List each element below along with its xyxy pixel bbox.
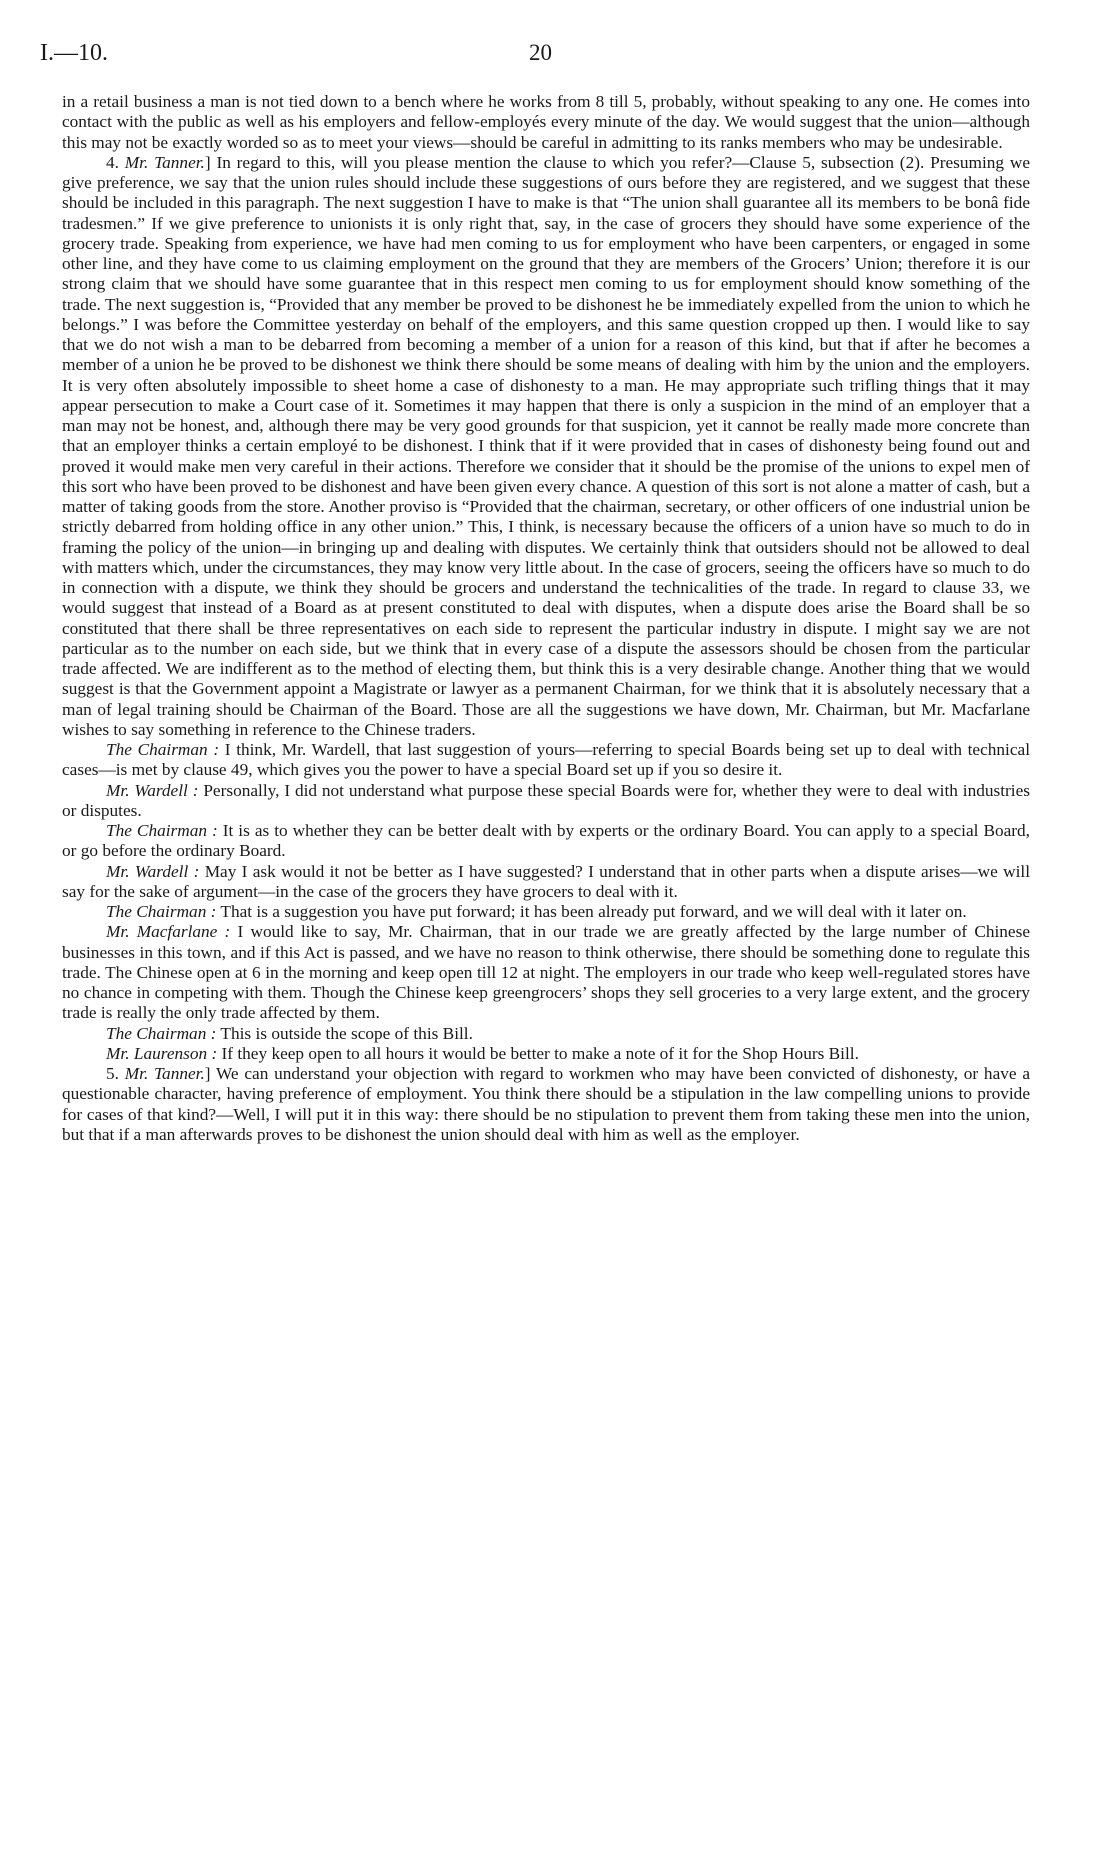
paragraph	[62, 781, 1030, 822]
speaker-name: Mr. Laurenson :	[106, 1043, 218, 1063]
paragraph	[62, 1044, 1030, 1064]
paragraph	[62, 740, 1030, 781]
paragraph-text: That is a suggestion you have put forward; it has been already put forward, and we will deal with it later on.	[216, 902, 967, 921]
paragraph	[62, 1064, 1030, 1145]
paragraph-text: May I ask would it not be better as I have suggested? I understand that in other parts when a dispute arises—we will say for the sake of argument—in the case of the grocers they have grocers to deal with it.	[62, 861, 1031, 901]
paragraph	[62, 862, 1030, 903]
paragraph	[62, 922, 1030, 1023]
paragraph-text: It is as to whether they can be better dealt with by experts or the ordinary Board. You can apply to a special Board, or go before the ordinary Board.	[62, 821, 1030, 861]
page-number: 20	[529, 40, 552, 65]
question-number: 5.	[106, 1064, 125, 1083]
paragraph	[62, 1024, 1030, 1044]
paragraph	[62, 902, 1030, 922]
speaker-name: Mr. Wardell :	[106, 780, 199, 800]
speaker-name: The Chairman :	[106, 902, 217, 921]
speaker-name: Mr. Wardell :	[106, 861, 200, 881]
speaker-name: Mr. Tanner.	[124, 1064, 205, 1083]
paragraph-text: ] In regard to this, will you please mention the clause to which you refer?—Clause 5, subsection (2). Presuming we give preference, we say that the union rules should include these suggestions of ours before they are registered, and we suggest that these should be included in this paragraph. The next suggestion I have to make is that “The union shall guarantee all its members to be bonâ fide tradesmen.” If we give preference to unionists it is only right that, say, in the case of grocers they should have some experience of the grocery trade. Speaking from experience, we have had men coming to us for employment who have been carpenters, or engaged in some other line, and they have come to us claiming employment on the ground that they are members of the Grocers’ Union; therefore it is our strong claim that we should have some guarantee that in this respect men coming to us for employment should know something of the trade. The next suggestion is, “Provided that any member be proved to be dishonest he be immediately expelled from the union to which he belongs.” I was before the Committee yesterday on behalf of the employers, and this same question cropped up then. I would like to say that we do not wish a man to be debarred from becoming a member of a union for a reason of this kind, but that if after he becomes a member of a union he be proved to be dishonest we think there should be some means of dealing with him by the union and the employers. It is very often absolutely impossible to sheet home a case of dishonesty to a man. He may appropriate such trifling things that it may appear persecution to make a Court case of it. Sometimes it may happen that there is only a suspicion in the mind of an employer that a man may not be honest, and, although there may be very good grounds for that suspicion, yet it cannot be really made more concrete than that an employer thinks a certain employé to be dishonest. I think that if it were provided that in cases of dishonesty being found out and proved it would make men very careful in their actions. Therefore we consider that it should be the promise of the unions to expel men of this sort who have been proved to be dishonest and have been given every chance. A question of this sort is not alone a matter of cash, but a matter of taking goods from the store. Another proviso is “Provided that the chairman, secretary, or other officers of one industrial union be strictly debarred from holding office in any other union.” This, I think, is necessary because the officers of a union have so much to do in framing the policy of the union—in bringing up and dealing with disputes. We certainly think that outsiders should not be allowed to deal with matters which, under the circumstances, they may know very little about. In the case of grocers, seeing the officers have so much to do in connection with a dispute, we think they should be grocers and understand the technicalities of the trade. In regard to clause 33, we would suggest that instead of a Board as at present constituted to deal with disputes, when a dispute does arise the Board shall be so constituted that there shall be three representatives on each side to represent the particular industry in dispute. I might say we are not particular as to the number on each side, but we think that in every case of a dispute the assessors should be chosen from the particular trade affected. We are indifferent as to the method of electing them, but think this is a very desirable change. Another thing that we would suggest is that the Government appoint a Magistrate or lawyer as a permanent Chairman, for we think that it is absolutely necessary that a man of legal training should be Chairman of the Board. Those are all the suggestions we have down, Mr. Chairman, but Mr. Macfarlane wishes to say something in reference to the Chinese traders.	[62, 152, 1030, 739]
paragraph	[62, 153, 1030, 740]
paragraph-text: If they keep open to all hours it would be better to make a note of it for the Shop Hours Bill.	[217, 1043, 859, 1063]
paragraph-text: I think, Mr. Wardell, that last suggestion of yours—referring to special Boards being set up to deal with technical cases—is met by clause 49, which gives you the power to have a special Board set up if you so desire it.	[62, 740, 1030, 780]
paragraph	[62, 821, 1030, 862]
speaker-name: The Chairman :	[106, 740, 220, 759]
question-number: 4.	[106, 152, 125, 172]
paragraph-text: I would like to say, Mr. Chairman, that in our trade we are greatly affected by the large number of Chinese businesses in this town, and if this Act is passed, and we have no reason to think otherwise, there should be something done to regulate this trade. The Chinese open at 6 in the morning and keep open till 12 at night. The employers in our trade who keep well-regulated stores have no chance in competing with them. Though the Chinese keep greengrocers’ shops they sell groceries to a very large extent, and the grocery trade is really the only trade affected by them.	[62, 922, 1030, 1023]
paragraph-text: Personally, I did not understand what purpose these special Boards were for, whether they were to deal with industries or disputes.	[62, 780, 1030, 820]
speaker-name: Mr. Macfarlane :	[106, 922, 231, 942]
paragraph-text: This is outside the scope of this Bill.	[216, 1023, 473, 1043]
speaker-name: The Chairman :	[106, 1023, 217, 1043]
speaker-name: Mr. Tanner.	[124, 152, 205, 172]
section-reference: I.—10.	[40, 40, 108, 66]
speaker-name: The Chairman :	[106, 821, 218, 840]
paragraph	[62, 92, 1030, 153]
paragraph-text: ] We can understand your objection with regard to workmen who may have been convicted of dishonesty, or have a questionable character, having preference of employment. You think there should be a stipulation in the law compelling unions to provide for cases of that kind?—Well, I will put it in this way: there should be no stipulation to prevent them from taking these men into the union, but that if a man afterwards proves to be dishonest the union should deal with him as well as the employer.	[62, 1064, 1030, 1144]
paragraph-text: in a retail business a man is not tied down to a bench where he works from 8 till 5, probably, without speaking to any one. He comes into contact with the public as well as his employers and fellow-employés every minute of the day. We would suggest that the union—although this may not be exactly worded so as to meet your views—should be careful in admitting to its ranks members who may be undesirable.	[62, 92, 1030, 152]
body-text	[62, 92, 1030, 1145]
